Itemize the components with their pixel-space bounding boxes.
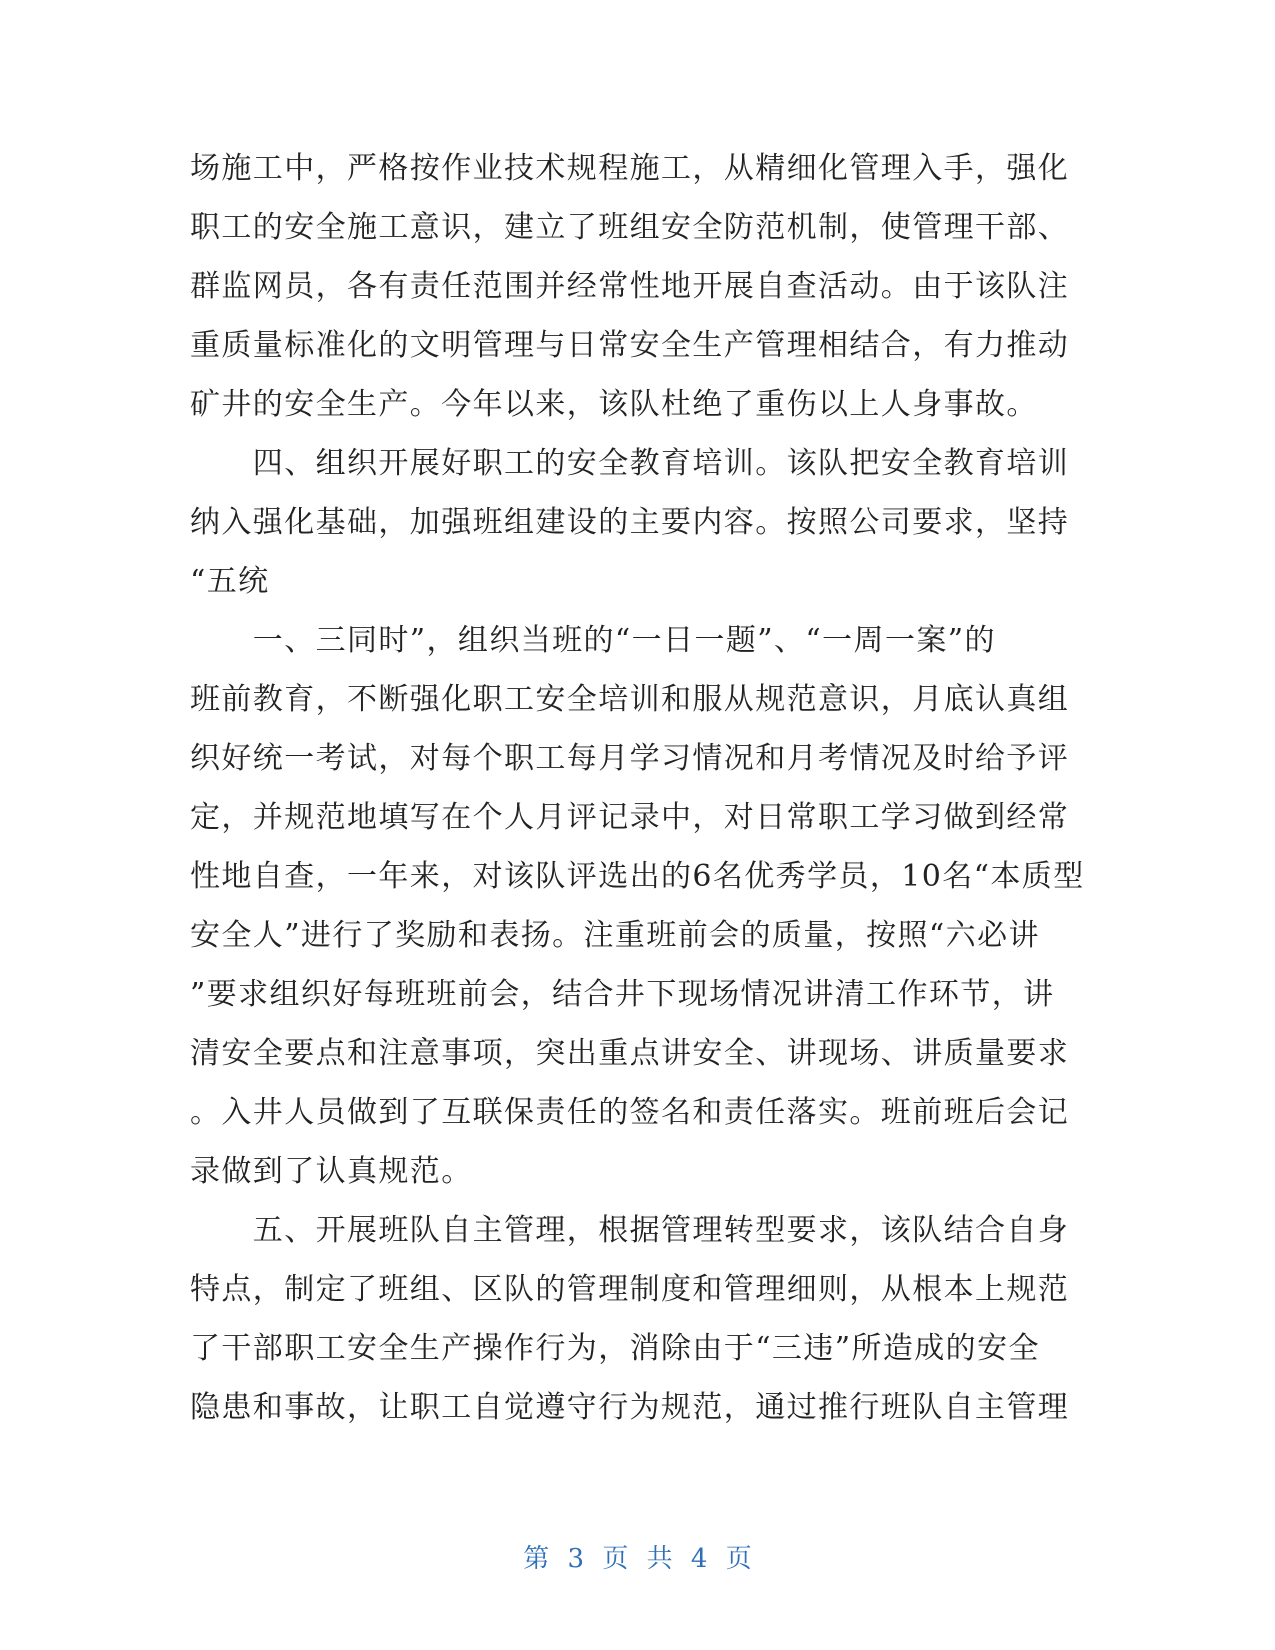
- text-line: 矿井的安全生产。今年以来，该队杜绝了重伤以上人身事故。: [190, 387, 1038, 422]
- text-line: 重质量标准化的文明管理与日常安全生产管理相结合，有力推动: [190, 328, 1070, 363]
- text-line: 安全人”进行了奖励和表扬。注重班前会的质量，按照“六必讲: [190, 918, 1040, 953]
- document-body: [190, 139, 1085, 1437]
- text-line: “五统: [190, 564, 270, 599]
- text-line: 性地自查，一年来，对该队评选出的6名优秀学员，10名“本质型: [190, 859, 1085, 894]
- text-line: 隐患和事故，让职工自觉遵守行为规范，通过推行班队自主管理: [190, 1390, 1070, 1425]
- text-line: 录做到了认真规范。: [190, 1154, 473, 1189]
- text-line: 清安全要点和注意事项，突出重点讲安全、讲现场、讲质量要求: [190, 1036, 1070, 1071]
- text-line: 织好统一考试，对每个职工每月学习情况和月考情况及时给予评: [190, 741, 1070, 776]
- text-line: 群监网员，各有责任范围并经常性地开展自查活动。由于该队注: [190, 269, 1070, 304]
- text-line: 定，并规范地填写在个人月评记录中，对日常职工学习做到经常: [190, 800, 1070, 835]
- text-line: 四、组织开展好职工的安全教育培训。该队把安全教育培训: [190, 446, 1070, 481]
- text-line: 场施工中，严格按作业技术规程施工，从精细化管理入手，强化: [190, 151, 1070, 186]
- text-line: ”要求组织好每班班前会，结合井下现场情况讲清工作环节，讲: [190, 977, 1055, 1012]
- text-line: 纳入强化基础，加强班组建设的主要内容。按照公司要求，坚持: [190, 505, 1070, 540]
- text-line: 班前教育，不断强化职工安全培训和服从规范意识，月底认真组: [190, 682, 1070, 717]
- text-line: 了干部职工安全生产操作行为，消除由于“三违”所造成的安全: [190, 1331, 1040, 1366]
- text-line: 特点，制定了班组、区队的管理制度和管理细则，从根本上规范: [190, 1272, 1070, 1307]
- text-line: 五、开展班队自主管理，根据管理转型要求，该队结合自身: [190, 1213, 1070, 1248]
- text-line: 职工的安全施工意识，建立了班组安全防范机制，使管理干部、: [190, 210, 1070, 245]
- text-line: 一、三同时”，组织当班的“一日一题”、“一周一案”的: [190, 623, 996, 658]
- text-line: 。入井人员做到了互联保责任的签名和责任落实。班前班后会记: [190, 1095, 1070, 1130]
- page-number-footer: 第 3 页 共 4 页: [523, 1544, 752, 1574]
